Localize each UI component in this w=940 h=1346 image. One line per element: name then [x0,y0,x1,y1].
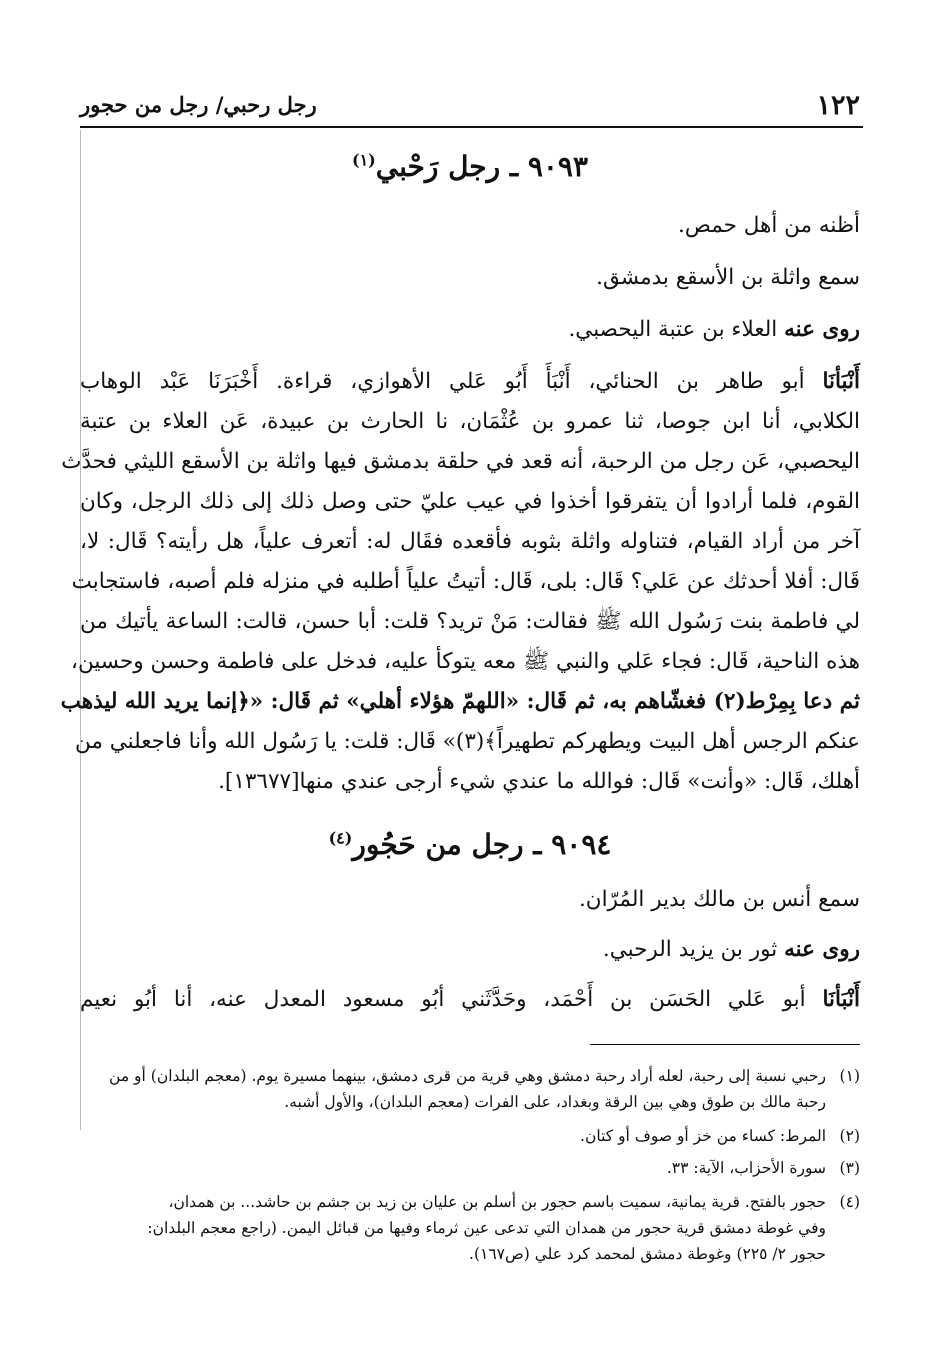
text-line [80,984,860,1016]
isnad-label: أَنْبَأنَا [822,987,860,1012]
isnad-text: أبو عَلي الحَسَن بن أَحْمَد، وحَدَّثَني أبُو مسعود المعدل عنه، أنا أبُو نعيم [80,987,806,1012]
rawi-name: ثور بن يزيد الرحبي. [602,937,778,962]
entry-heading-text: ٩٠٩٣ ـ رجل رَحْبي [375,150,588,183]
footnote-marker: (١) [351,150,376,170]
footnote-text: سورة الأحزاب، الآية: ٣٣. [666,1159,826,1177]
text-line: سمع أنس بن مالك بدير المُرّان. [578,887,860,912]
text-line [300,314,860,346]
rawi-label: روى عنه [784,937,860,962]
header-rule [80,126,863,128]
text-line: ثم دعا بِمِرْط(٢) فغشّاهم به، ثم قَال: «اللهمّ هؤلاء أهلي» ثم قَال: «﴿إنما يريد الله ليذهب [60,689,860,714]
footnote [80,1190,860,1214]
entry-heading [80,150,860,183]
footnote-continuation: حجور ٢/ ٢٢٥) وغوطة دمشق لمحمد كرد علي (ص١٦٧). [469,1245,826,1263]
footnote-rule [590,1044,860,1045]
text-line: لي فاطمة بنت رَسُول الله ﷺ فقالت: مَنْ تريد؟ قلت: أبا حسن، قالت: الساعة يأتيك من [80,609,860,634]
footnote-text: المرط: كساء من خز أو صوف أو كتان. [580,1127,826,1145]
footnote-number: (٣) [839,1159,860,1177]
entry-heading [80,828,860,861]
footnote-marker: (٤) [328,828,353,848]
footnote-continuation: وفي غوطة دمشق قرية حجور من همدان التي تدعى عين ثرماء وفيها من قبائل اليمن. (راجع معجم البلدان: [147,1219,826,1237]
rawi-label: روى عنه [784,317,860,342]
rawi-name: العلاء بن عتبة اليحصبي. [568,317,778,342]
footnote-text: حجور بالفتح. قرية يمانية، سميت باسم حجور بن أسلم بن عليان بن زيد بن جشم بن حاشد... بن همدان، [168,1193,826,1211]
footnote-continuation: رحبة مالك بن طوق وهي بين الرقة وبغداد، على الفرات (معجم البلدان)، والأول أشبه. [284,1093,826,1111]
isnad-label: أَنْبَأنَا [822,369,860,394]
text-line: أهلك، قَال: «وأنت» قَال: فوالله ما عندي شيء أرجى عندي منها[١٣٦٧٧]. [218,769,860,794]
text-line: أظنه من أهل حمص. [678,213,860,238]
footnote [80,1124,860,1148]
text-line: آخر من أراد القيام، فتناوله واثلة بثوبه فأقعده فقَال له: أتعرف علياً، هل رأيته؟ قَال: لا، [80,529,860,554]
footnote [80,1156,860,1180]
page-number: ١٢٢ [816,90,860,121]
text-line: القوم، فلما أرادوا أن يتفرقوا أخذوا في عيب عليّ حتى وصل ذلك إلى ذلك الرجل، وكان [80,489,860,514]
page-header [78,86,862,126]
text-line: اليحصبي، عَن رجل من الرحبة، أنه قعد في حلقة بدمشق فيها واثلة بن الأسقع الليثي فحدَّث [61,449,860,474]
footnote-text: رحبي نسبة إلى رحبة، لعله أراد رحبة دمشق وهي قرية من قرى دمشق، بينهما مسيرة يوم. (معجم البلدان) أو من [109,1067,826,1085]
text-line: قَال: أفلا أحدثك عن عَلي؟ قَال: بلى، قَال: أتيتُ علياً أطلبه في منزله فلم أصبه، فاستجابت [71,569,860,594]
footnote [80,1064,860,1088]
running-title: رجل رحبي/ رجل من حجور [80,92,317,117]
text-line [300,934,860,966]
text-line [80,366,860,398]
text-line: سمع واثلة بن الأسقع بدمشق. [596,265,860,290]
isnad-text: أبو طاهر بن الحنائي، أَنْبَأَ أَبُو عَلي الأهوازي، قراءة. أَخْبَرَنَا عَبْد الوهاب [80,369,805,394]
footnote-number: (٢) [839,1127,860,1145]
footnote-number: (٤) [839,1193,860,1211]
footnote-number: (١) [839,1067,860,1085]
text-line: عنكم الرجس أهل البيت ويطهركم تطهيراً﴾(٣)» قَال: قلت: يا رَسُول الله وأنا فاجعلني من [75,729,860,754]
text-line: هذه الناحية، قَال: فجاء عَلي والنبي ﷺ معه يتوكأ عليه، فدخل على فاطمة وحسن وحسين، [71,649,860,674]
text-line: الكلابي، أنا ابن جوصا، ثنا عمرو بن عُثْمَان، نا الحارث بن عبيدة، عَن العلاء بن عتبة [80,409,860,434]
entry-heading-text: ٩٠٩٤ ـ رجل من حَجُور [352,828,612,861]
